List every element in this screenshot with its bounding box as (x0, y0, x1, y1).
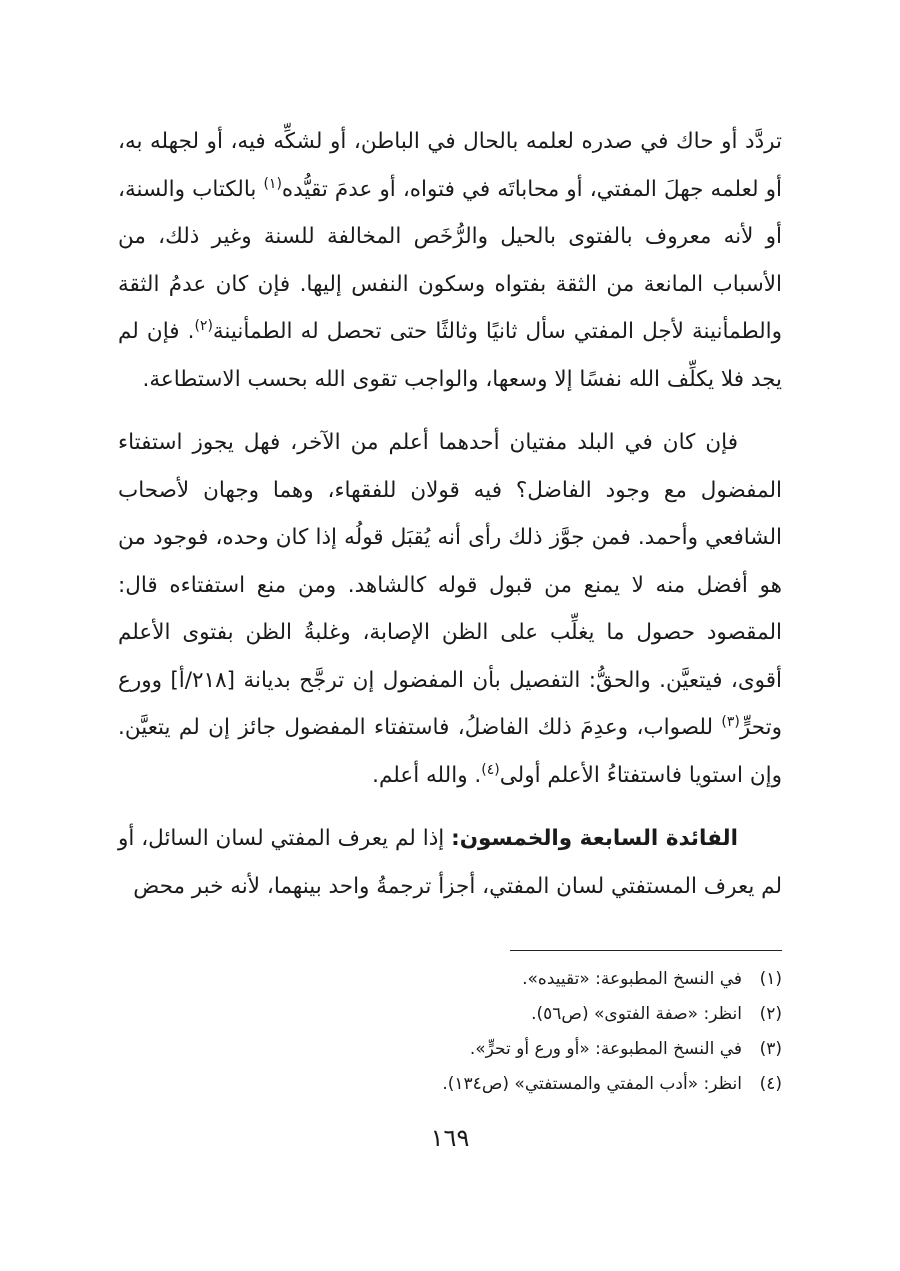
paragraph-3 (118, 815, 782, 910)
paragraph-2-part-3: . والله أعلم. (372, 762, 482, 788)
paragraph-1-part-1: تردَّد أو حاك في صدره لعلمه بالحال في الباطن، أو لشكِّه فيه، أو لجهله به، أو لعلمه جهلَ المفتي، أو محاباتَه في فتواه، أو عدمَ تقيُّده (118, 129, 782, 202)
paragraph-1 (118, 118, 782, 403)
footnote-1 (118, 962, 782, 997)
footnote-3 (118, 1032, 782, 1067)
footnote-text: انظر: «صفة الفتوى» (ص٥٦). (531, 1004, 742, 1024)
paragraph-3-text: إذا لم يعرف المفتي لسان السائل، أو لم يعرف المستفتي لسان المفتي، أجزأ ترجمةُ واحد بينهما، لأنه خبر محض (118, 826, 782, 899)
section-heading: الفائدة السابعة والخمسون: (451, 826, 738, 851)
paragraph-1-part-2: بالكتاب والسنة، أو لأنه معروف بالفتوى بالحيل والرُّخَص المخالفة للسنة وغير ذلك، من الأسباب المانعة من الثقة بفتواه وسكون النفس إليها. فإن كان عدمُ الثقة والطمأنينة لأجل المفتي سأل ثانيًا وثالثًا حتى تحصل له الطمأنينة (118, 176, 782, 344)
footnote-text: انظر: «أدب المفتي والمستفتي» (ص١٣٤). (442, 1074, 742, 1094)
page-number: ١٦٩ (430, 1124, 470, 1152)
paragraph-1-part-3: . فإن لم يجد فلا يكلِّف الله نفسًا إلا وسعها، والواجب تقوى الله بحسب الاستطاعة. (118, 319, 782, 392)
paragraph-2 (118, 419, 782, 799)
footnote-ref-3: (٣) (721, 713, 740, 730)
footnote-2 (118, 997, 782, 1032)
footnote-text: في النسخ المطبوعة: «أو ورع أو تحرٍّ». (469, 1039, 742, 1059)
footnote-number: (١) (759, 969, 782, 989)
footnote-divider (510, 950, 782, 951)
paragraph-gap (118, 799, 782, 815)
paragraph-2-part-1: فإن كان في البلد مفتيان أحدهما أعلم من الآخر، فهل يجوز استفتاء المفضول مع وجود الفاضل؟ فيه قولان للفقهاء، وهما وجهان لأصحاب الشافعي وأحمد. فمن جوَّز ذلك رأى أنه يُقبَل قولُه إذا كان وحده، فوجود من هو أفضل منه لا يمنع من قبول قوله كالشاهد. ومن منع استفتاءه قال: المقصود حصول ما يغلِّب على الظن الإصابة، وغلبةُ الظن بفتوى الأعلم أقوى، فيتعيَّن. والحقُّ: التفصيل بأن المفضول إن ترجَّح بديانة [٢١٨/أ] وورع وتحرٍّ (118, 430, 783, 740)
paragraph-2-part-2: للصواب، وعدِمَ ذلك الفاضلُ، فاستفتاء المفضول جائز إن لم يتعيَّن. وإن استويا فاستفتاءُ الأعلم أولى (118, 715, 782, 788)
footnote-4 (118, 1067, 782, 1102)
footnote-number: (٤) (759, 1074, 782, 1094)
footnote-ref-4: (٤) (481, 761, 500, 778)
footnote-number: (٣) (759, 1039, 782, 1059)
main-text (118, 118, 782, 910)
footnotes (118, 962, 782, 1102)
footnote-ref-1: (١) (263, 175, 282, 192)
footnote-text: في النسخ المطبوعة: «تقييده». (522, 969, 742, 989)
footnote-number: (٢) (759, 1004, 782, 1024)
footnote-ref-2: (٢) (194, 317, 213, 334)
paragraph-gap (118, 403, 782, 419)
